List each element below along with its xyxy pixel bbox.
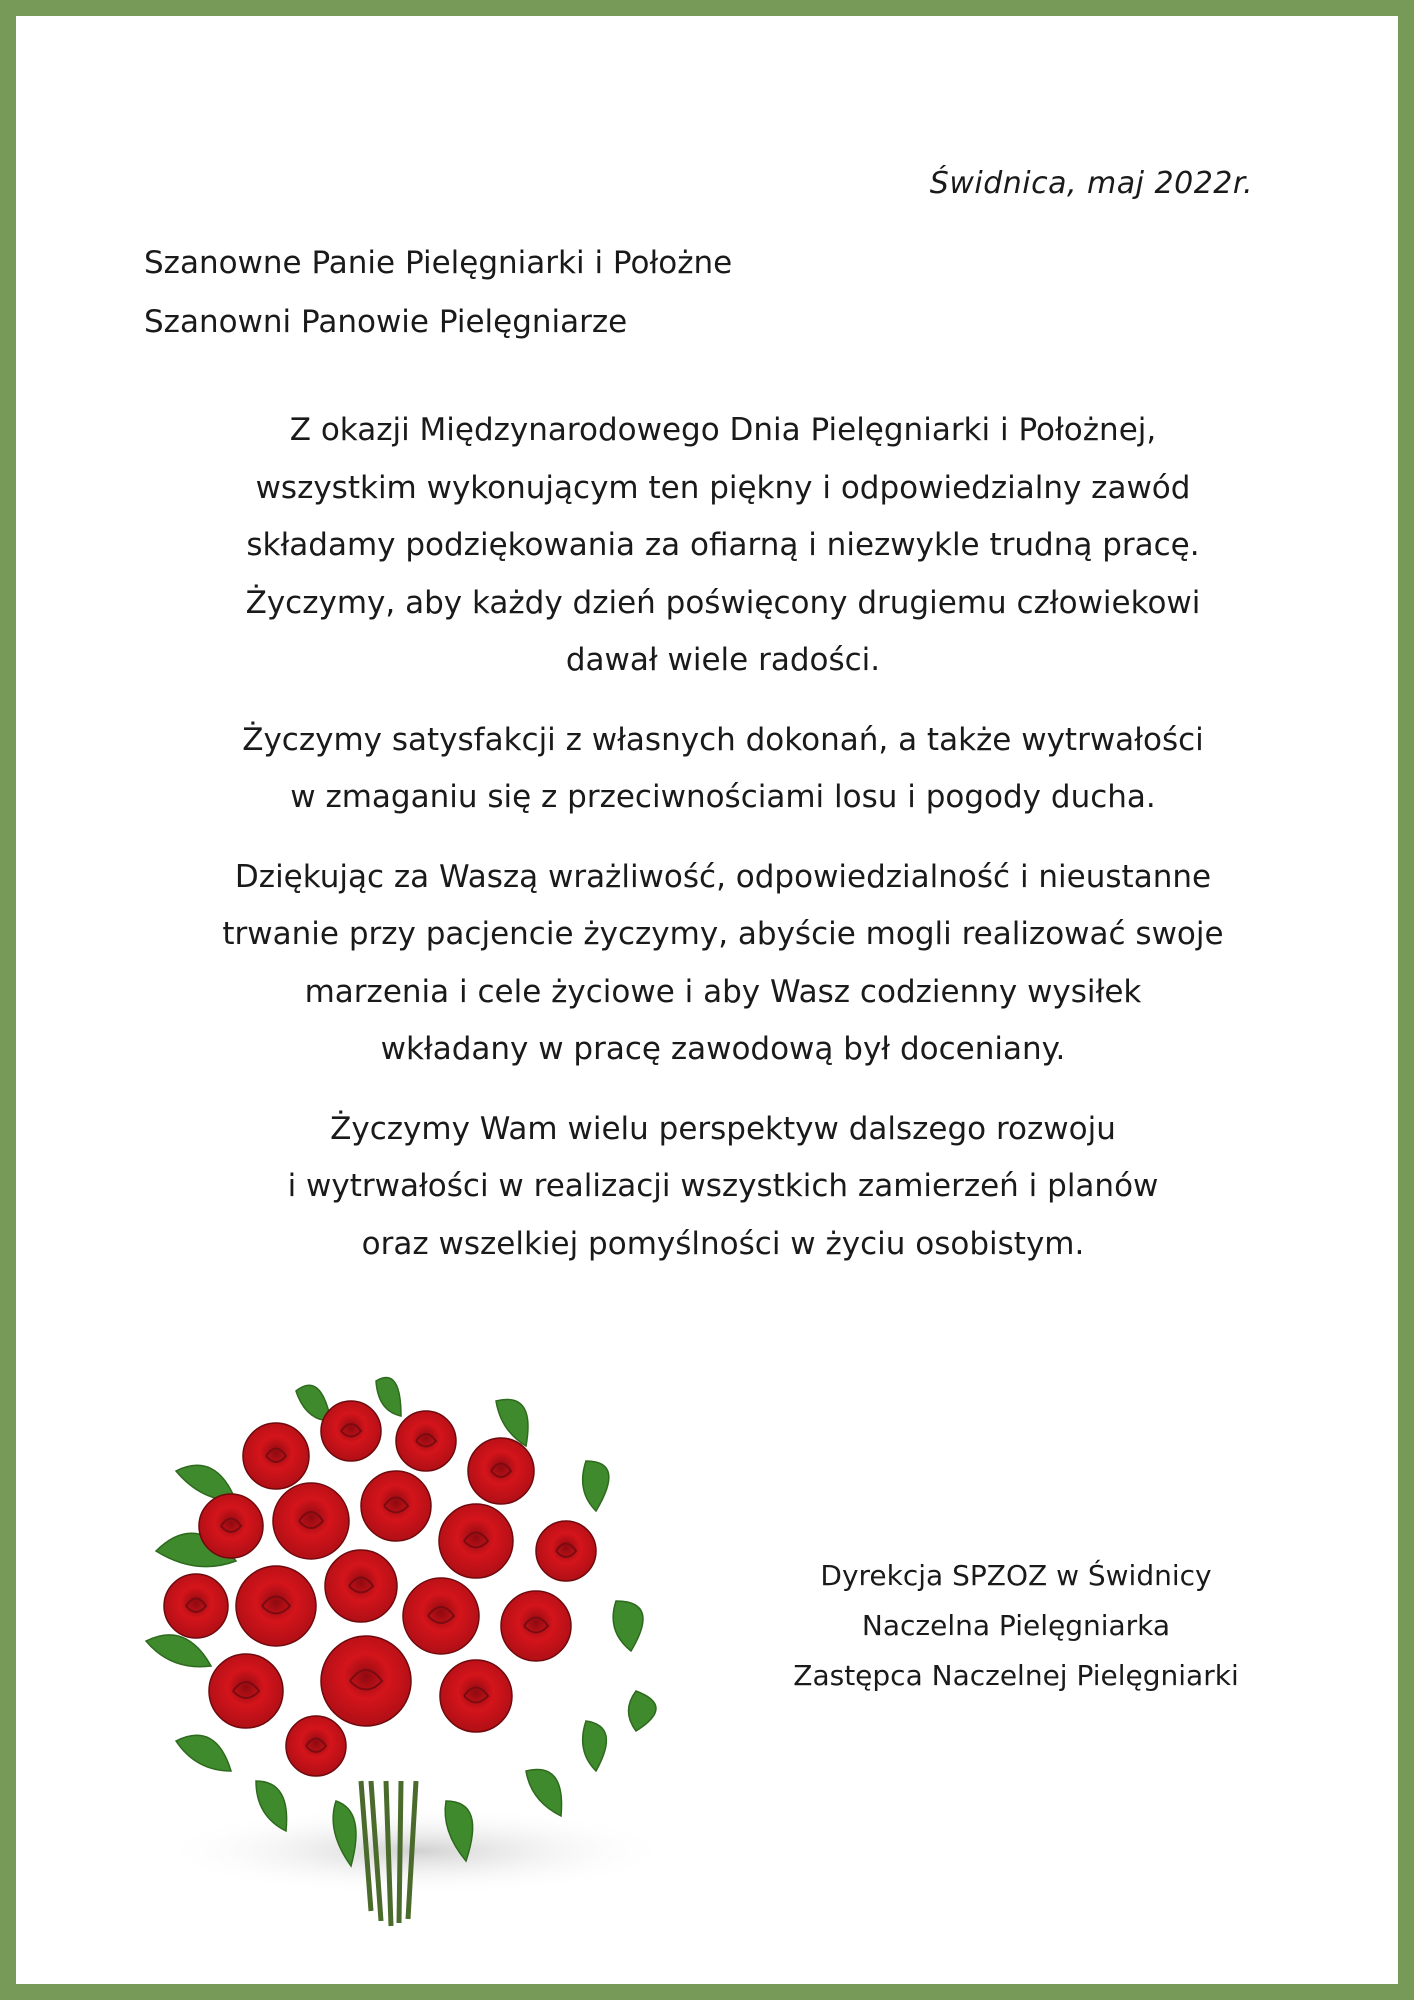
- signature-line: Dyrekcja SPZOZ w Świdnicy: [820, 1559, 1212, 1592]
- signature-line: Naczelna Pielęgniarka: [861, 1609, 1171, 1642]
- paragraph: [112, 402, 1334, 690]
- paragraph-line: wszystkim wykonującym ten piękny i odpowiedzialny zawód: [255, 469, 1191, 506]
- salutation: [144, 234, 732, 352]
- roses-bouquet-image: [116, 1361, 696, 1941]
- paragraph: [112, 849, 1334, 1079]
- roses: [164, 1401, 596, 1776]
- letter-date: Świdnica, maj 2022r.: [929, 166, 1253, 201]
- paragraph-line: Z okazji Międzynarodowego Dnia Pielęgniarki i Położnej,: [289, 412, 1157, 448]
- paragraph-line: dawał wiele radości.: [565, 642, 881, 678]
- paragraph-line: trwanie przy pacjencie życzymy, abyście mogli realizować swoje: [222, 916, 1224, 952]
- salutation-line: Szanowne Panie Pielęgniarki i Położne: [144, 245, 733, 281]
- paragraph-line: wkładany w pracę zawodową był doceniany.: [380, 1031, 1066, 1067]
- paragraph-line: Życzymy Wam wielu perspektyw dalszego rozwoju: [330, 1110, 1116, 1147]
- paragraph-line: Dziękując za Waszą wrażliwość, odpowiedzialność i nieustanne: [234, 858, 1212, 895]
- paragraph-line: w zmaganiu się z przeciwnościami losu i pogody ducha.: [290, 779, 1156, 815]
- paragraph: [112, 1101, 1334, 1274]
- paragraph-line: Życzymy, aby każdy dzień poświęcony drugiemu człowiekowi: [245, 584, 1201, 621]
- paragraph-line: oraz wszelkiej pomyślności w życiu osobistym.: [361, 1225, 1085, 1262]
- paragraph-line: Życzymy satysfakcji z własnych dokonań, a także wytrwałości: [242, 721, 1204, 758]
- letter-body: [112, 402, 1334, 1295]
- paragraph-line: i wytrwałości w realizacji wszystkich zamierzeń i planów: [287, 1168, 1159, 1204]
- paragraph-line: składamy podziękowania za ofiarną i niezwykle trudną pracę.: [246, 527, 1200, 563]
- paragraph: [112, 712, 1334, 827]
- signature-line: Zastępca Naczelnej Pielęgniarki: [793, 1659, 1239, 1692]
- signature-block: [716, 1551, 1316, 1701]
- paragraph-line: marzenia i cele życiowe i aby Wasz codzienny wysiłek: [304, 973, 1142, 1010]
- salutation-line: Szanowni Panowie Pielęgniarze: [144, 304, 628, 340]
